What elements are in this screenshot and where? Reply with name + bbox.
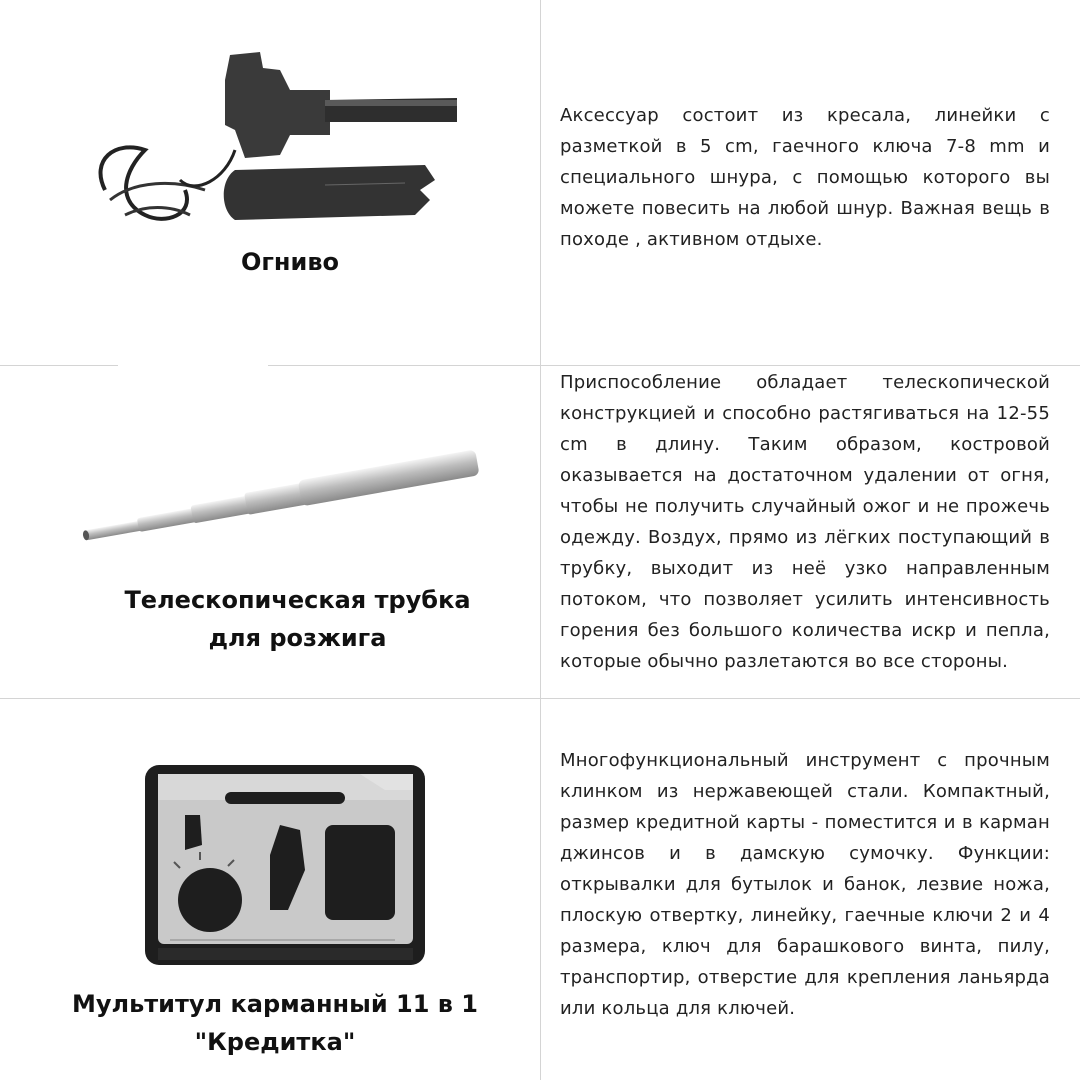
row-divider-2 <box>0 698 1080 699</box>
telescopic-tube-icon <box>70 440 490 550</box>
item-description-multitool: Многофункциональный инструмент с прочным клинком из нержавеющей стали. Компактный, размер кредитной карты - поместится и в карман джинсов и в дамскую сумочку. Функции: открывалки для бутылок и банок, лезвие ножа, плоскую отвертку, линейку, гаечные ключи 2 и 4 размера, ключ для барашкового винта, пилу, транспортир, отверстие для крепления ланьярда или кольца для ключей. <box>560 750 1050 1019</box>
column-divider <box>540 0 541 1080</box>
item-title-fire-steel: Огниво <box>240 248 339 276</box>
item-description-telescopic-tube: Приспособление обладает телескопической конструкцией и способно растягиваться на 12-55 cm в длину. Таким образом, костровой оказывается на достаточном удалении от огня, чтобы не получить случайный ожог и не прожечь одежду. Воздух, прямо из лёгких поступающий в трубку, выходит из неё узко направленным потоком, что позволяет усилить интенсивность горения без большого количества искр и пепла, которые обычно разлетаются во все стороны. <box>560 372 1050 672</box>
item-title-telescopic-tube: Телескопическая трубка для розжига <box>124 586 471 652</box>
item-description-fire-steel: Аксессуар состоит из кресала, линейки с разметкой в 5 cm, гаечного ключа 7-8 mm и специального шнура, с помощью которого вы можете повесить на любой шнур. Важная вещь в походе , активном отдыхе. <box>560 105 1050 250</box>
divider-gap <box>118 362 268 368</box>
item-title-multitool: Мультитул карманный 11 в 1 "Кредитка" <box>71 990 478 1056</box>
credit-card-multitool-icon <box>140 760 430 970</box>
fire-steel-icon <box>85 40 465 250</box>
